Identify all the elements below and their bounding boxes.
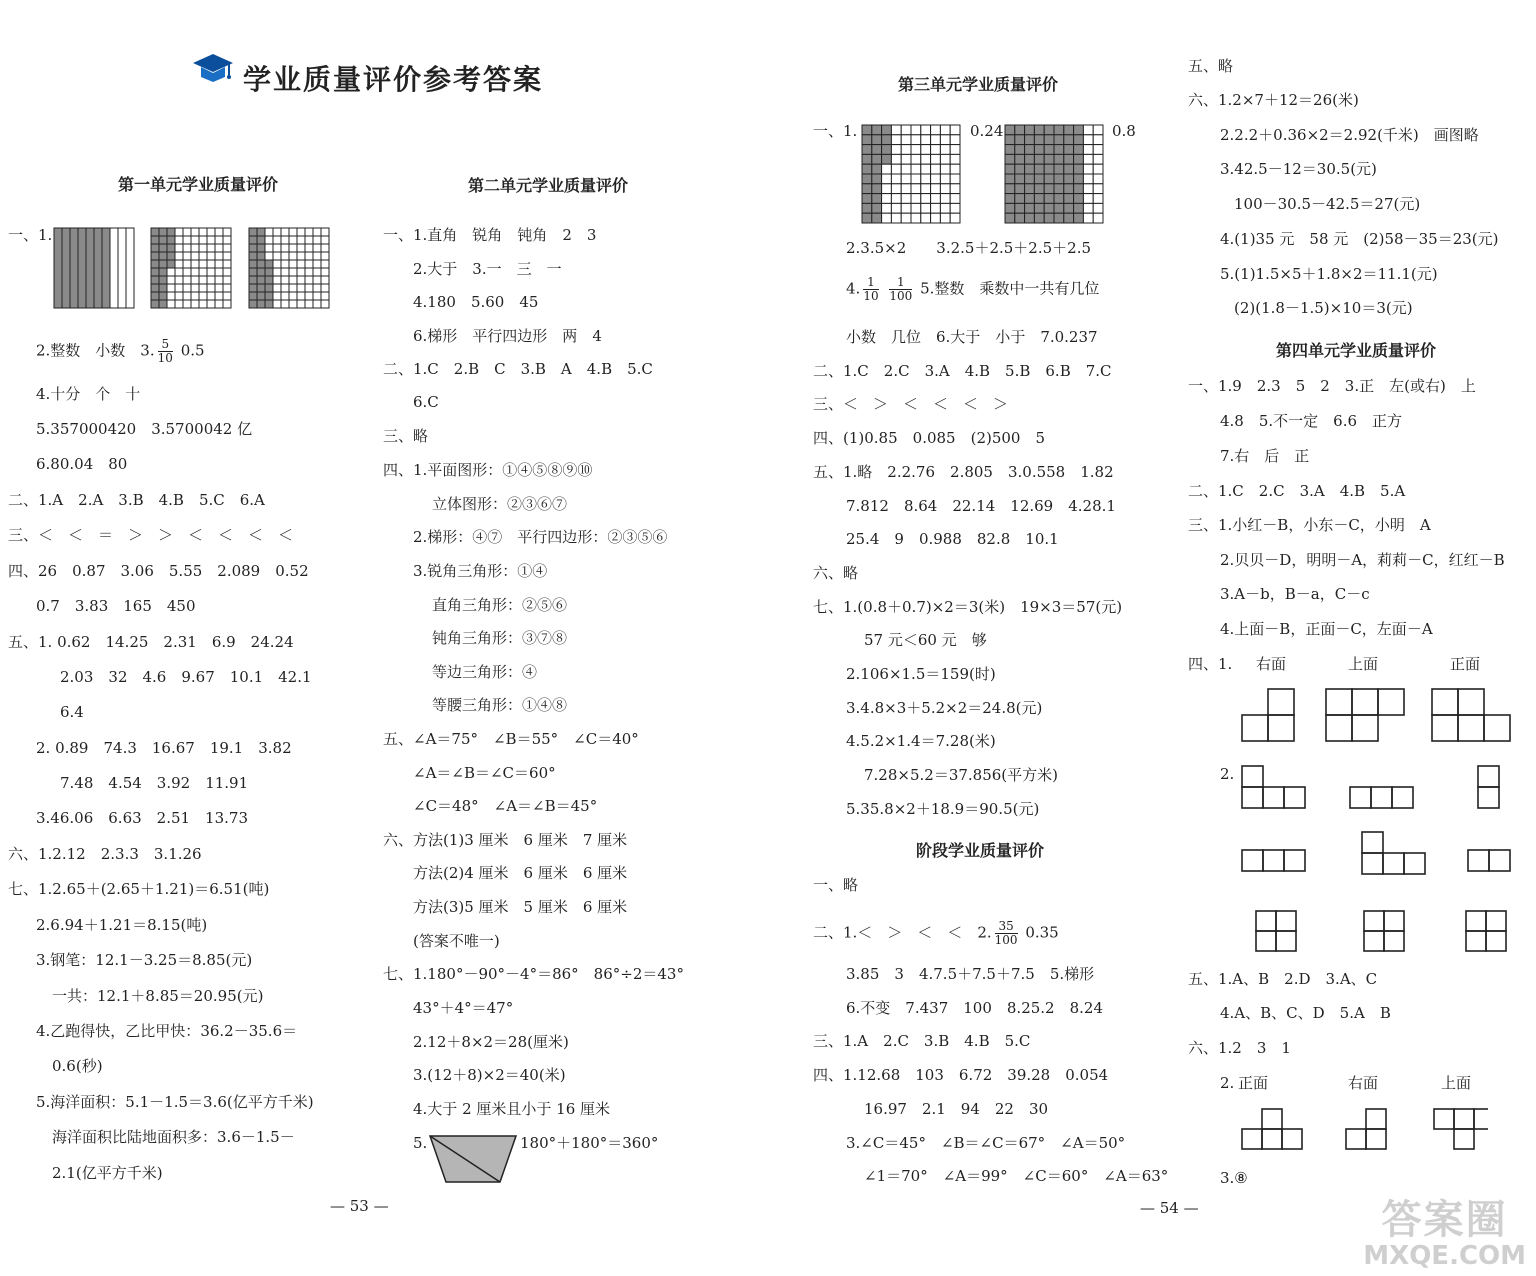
unit3-line: 2.106×1.5＝159(时): [846, 665, 996, 683]
unit2-line: 四、1.平面图形：①④⑤⑧⑨⑩: [383, 461, 593, 479]
unit3-line: 7.812 8.64 22.14 12.69 4.28.1: [846, 497, 1116, 515]
hundred-grid-b: [248, 227, 330, 309]
fraction-numerator: 35: [995, 920, 1018, 934]
right-col-line: 六、1.2×7＋12＝26(米): [1188, 91, 1359, 109]
hundred-grid-d: [1004, 124, 1104, 224]
stage-text: 0.35: [1025, 923, 1059, 942]
unit3-line: 小数 几位 6.大于 小于 7.0.237: [846, 328, 1098, 346]
unit1-text: 2.整数 小数 3.: [36, 341, 155, 360]
stage-line: [813, 920, 1059, 947]
watermark-logo: 答案圈: [1381, 1197, 1508, 1243]
unit2-line: (答案不唯一): [413, 932, 500, 950]
unit2-line: 二、1.C 2.B C 3.B A 4.B 5.C: [383, 360, 653, 378]
unit3-line: 5.35.8×2＋18.9＝90.5(元): [846, 800, 1040, 818]
unit1-line: 2. 0.89 74.3 16.67 19.1 3.82: [36, 739, 292, 757]
unit2-line: 3.锐角三角形：①④: [413, 562, 548, 580]
unit1-line: 7.48 4.54 3.92 11.91: [60, 774, 249, 792]
unit3-line: 六、略: [813, 564, 859, 582]
unit1-line: 五、1. 0.62 14.25 2.31 6.9 24.24: [8, 633, 294, 651]
hundred-grid-c: [861, 124, 961, 224]
fraction: [863, 276, 878, 303]
unit2-line: 3.(12＋8)×2＝40(米): [413, 1066, 566, 1084]
unit2-line: 等腰三角形：①④⑧: [432, 696, 568, 714]
fraction-denominator: 100: [889, 289, 913, 303]
unit3-line: [846, 276, 1099, 303]
right-col-line: 3.42.5－12＝30.5(元): [1220, 160, 1377, 178]
stage-line: 3.85 3 4.7.5＋7.5＋7.5 5.梯形: [846, 965, 1095, 983]
stage-title: 阶段学业质量评价: [916, 841, 1045, 860]
unit3-line: 一、1.: [813, 122, 858, 140]
unit1-line: 3.钢笔：12.1－3.25＝8.85(元): [36, 951, 253, 969]
right-col-line: 五、略: [1188, 57, 1234, 75]
unit3-line: 七、1.(0.8＋0.7)×2＝3(米) 19×3＝57(元): [813, 598, 1123, 616]
unit3-line: 57 元＜60 元 够: [864, 631, 987, 649]
unit3-line: 4.5.2×1.4＝7.28(米): [846, 732, 996, 750]
unit4-line: 三、1.小红－B，小东－C，小明 A: [1188, 516, 1431, 534]
right-col-line: 4.(1)35 元 58 元 (2)58－35＝23(元): [1220, 230, 1499, 248]
grid-c-label: 0.24: [970, 122, 1004, 140]
unit1-line: 三、＜ ＜ ＝ ＞ ＞ ＜ ＜ ＜ ＜: [8, 526, 294, 544]
unit1-line: 海洋面积比陆地面积多：3.6－1.5－: [52, 1128, 295, 1146]
unit3-line: 四、(1)0.85 0.085 (2)500 5: [813, 429, 1046, 447]
unit4-line: 五、1.A、B 2.D 3.A、C: [1188, 970, 1378, 988]
unit1-line: 六、1.2.12 2.3.3 3.1.26: [8, 845, 202, 863]
right-col-line: 100－30.5－42.5＝27(元): [1234, 195, 1421, 213]
view2-label-top: 上面: [1441, 1074, 1472, 1092]
unit4-title: 第四单元学业质量评价: [1276, 341, 1437, 360]
unit3-line: 3.4.8×3＋5.2×2＝24.8(元): [846, 699, 1043, 717]
stage-line: 三、1.A 2.C 3.B 4.B 5.C: [813, 1032, 1031, 1050]
unit1-line: 5.海洋面积：5.1－1.5＝3.6(亿平方千米): [36, 1093, 314, 1111]
unit2-line: 直角三角形：②⑤⑥: [432, 596, 568, 614]
unit4-line: 2.: [1220, 765, 1235, 783]
unit1-line: 3.46.06 6.63 2.51 13.73: [36, 809, 248, 827]
unit4-line: 4.A、B、C、D 5.A B: [1220, 1004, 1391, 1022]
unit2-line: ∠C＝48° ∠A＝∠B＝45°: [413, 797, 598, 815]
stage-line: ∠1＝70° ∠A＝99° ∠C＝60° ∠A＝63°: [864, 1167, 1169, 1185]
page-number-left: — 53 —: [330, 1197, 389, 1215]
unit3-line: 二、1.C 2.C 3.A 4.B 5.B 6.B 7.C: [813, 362, 1112, 380]
unit2-line: 立体图形：②③⑥⑦: [432, 495, 568, 513]
fraction: [889, 276, 912, 303]
stage-line: 16.97 2.1 94 22 30: [864, 1100, 1049, 1118]
unit4-line: 4.8 5.不一定 6.6 正方: [1220, 412, 1403, 430]
unit2-line: 2.梯形：④⑦ 平行四边形：②③⑤⑥: [413, 528, 668, 546]
page-title: 学业质量评价参考答案: [243, 63, 544, 96]
tenths-bar-diagram: [53, 227, 135, 309]
view2-label-front: 正面: [1238, 1074, 1269, 1092]
right-col-line: 5.(1)1.5×5＋1.8×2＝11.1(元): [1220, 265, 1438, 283]
unit3-line: 三、＜ ＞ ＜ ＜ ＜ ＞: [813, 395, 1009, 413]
unit3-line: 25.4 9 0.988 82.8 10.1: [846, 530, 1059, 548]
hundred-grid-a: [150, 227, 232, 309]
unit1-line: 2.1(亿平方千米): [52, 1164, 163, 1182]
stage-line: 3.∠C＝45° ∠B＝∠C＝67° ∠A＝50°: [846, 1134, 1126, 1152]
watermark-url: MXQE.COM: [1363, 1241, 1526, 1271]
three-view-figures: [1208, 685, 1528, 955]
fraction-denominator: 10: [863, 289, 879, 303]
unit1-line: 一共：12.1＋8.85＝20.95(元): [52, 987, 264, 1005]
unit4-line: 4.上面－B，正面－C，左面－A: [1220, 620, 1433, 638]
unit1-line: 6.4: [60, 703, 84, 721]
unit1-line: 4.乙跑得快，乙比甲快：36.2－35.6＝: [36, 1022, 298, 1040]
fraction-numerator: 5: [158, 338, 173, 352]
unit1-line: 四、26 0.87 3.06 5.55 2.089 0.52: [8, 562, 309, 580]
stage-line: 四、1.12.68 103 6.72 39.28 0.054: [813, 1066, 1109, 1084]
unit2-line: 一、1.直角 锐角 钝角 2 3: [383, 226, 597, 244]
stage-line: 6.不变 7.437 100 8.25.2 8.24: [846, 999, 1103, 1017]
fraction-denominator: 100: [994, 933, 1018, 947]
unit4-line: 六、1.2 3 1: [1188, 1039, 1291, 1057]
three-view-figures-2: [1228, 1105, 1488, 1153]
unit1-line: 0.7 3.83 165 450: [36, 597, 196, 615]
unit4-line: 四、1.: [1188, 655, 1233, 673]
fraction-denominator: 10: [157, 351, 173, 365]
unit2-line: 2.大于 3.一 三 一: [413, 260, 562, 278]
unit1-line: 2.6.94＋1.21＝8.15(吨): [36, 916, 208, 934]
unit1-line: 七、1.2.65＋(2.65＋1.21)＝6.51(吨): [8, 880, 270, 898]
unit3-title: 第三单元学业质量评价: [898, 75, 1059, 94]
unit1-line: 4.十分 个 十: [36, 385, 141, 403]
stage-text: 二、1.＜ ＞ ＜ ＜ 2.: [813, 923, 992, 942]
unit1-line: 2.03 32 4.6 9.67 10.1 42.1: [60, 668, 312, 686]
right-col-line: (2)(1.8－1.5)×10＝3(元): [1234, 299, 1413, 317]
unit2-line: 4.大于 2 厘米且小于 16 厘米: [413, 1100, 611, 1118]
unit4-line: 一、1.9 2.3 5 2 3.正 左(或右) 上: [1188, 377, 1476, 395]
fraction-numerator: 1: [863, 276, 878, 290]
page-number-right: — 54 —: [1140, 1199, 1199, 1217]
unit2-title: 第二单元学业质量评价: [468, 176, 629, 195]
view-label-right: 右面: [1256, 655, 1287, 673]
unit2-line: 5.: [413, 1134, 428, 1152]
fraction-numerator: 1: [889, 276, 912, 290]
stage-line: 一、略: [813, 876, 859, 894]
unit3-line: 2.3.5×2 3.2.5＋2.5＋2.5＋2.5: [846, 239, 1092, 257]
unit2-line: 三、略: [383, 427, 429, 445]
unit1-text: 0.5: [180, 341, 205, 360]
unit3-line: 7.28×5.2＝37.856(平方米): [864, 766, 1059, 784]
unit1-title: 第一单元学业质量评价: [118, 175, 279, 194]
unit1-line: 一、1.: [8, 226, 53, 244]
unit2-line: 方法(2)4 厘米 6 厘米 6 厘米: [413, 864, 628, 882]
view-label-front: 正面: [1450, 655, 1481, 673]
unit2-line: 180°＋180°＝360°: [520, 1134, 659, 1152]
unit2-line: ∠A＝∠B＝∠C＝60°: [413, 764, 556, 782]
unit2-line: 等边三角形：④: [432, 663, 538, 681]
unit2-line: 6.C: [413, 393, 439, 411]
unit2-line: 七、1.180°－90°－4°＝86° 86°÷2＝43°: [383, 965, 684, 983]
grid-d-label: 0.8: [1112, 122, 1136, 140]
unit4-line: 3.A－b，B－a，C－c: [1220, 585, 1370, 603]
right-page: [768, 0, 1536, 1276]
unit4-line: 2.: [1220, 1074, 1235, 1092]
unit1-line: 二、1.A 2.A 3.B 4.B 5.C 6.A: [8, 491, 265, 509]
unit3-line: 五、1.略 2.2.76 2.805 3.0.558 1.82: [813, 463, 1114, 481]
unit2-line: 六、方法(1)3 厘米 6 厘米 7 厘米: [383, 831, 628, 849]
unit2-line: 2.12＋8×2＝28(厘米): [413, 1033, 569, 1051]
view-label-top: 上面: [1348, 655, 1379, 673]
unit2-line: 4.180 5.60 45: [413, 293, 539, 311]
unit4-line: 3.⑧: [1220, 1169, 1248, 1187]
unit1-line: 5.357000420 3.5700042 亿: [36, 420, 253, 438]
trapezoid-figure: [428, 1134, 518, 1184]
unit2-line: 6.梯形 平行四边形 两 4: [413, 327, 602, 345]
right-col-line: 2.2.2＋0.36×2＝2.92(千米) 画图略: [1220, 126, 1479, 144]
unit1-line: 6.80.04 80: [36, 455, 128, 473]
unit3-text: 5.整数 乘数中一共有几位: [920, 279, 1100, 298]
unit2-line: 方法(3)5 厘米 5 厘米 6 厘米: [413, 898, 628, 916]
unit4-line: 二、1.C 2.C 3.A 4.B 5.A: [1188, 482, 1406, 500]
unit2-line: 43°＋4°＝47°: [413, 999, 514, 1017]
unit1-line: 0.6(秒): [52, 1057, 103, 1075]
unit1-line: [36, 338, 205, 365]
view2-label-right: 右面: [1348, 1074, 1379, 1092]
unit2-line: 钝角三角形：③⑦⑧: [432, 629, 568, 647]
unit2-line: 五、∠A＝75° ∠B＝55° ∠C＝40°: [383, 730, 639, 748]
unit3-text: 4.: [846, 279, 861, 298]
watermark: [1363, 1198, 1526, 1270]
fraction: [995, 920, 1018, 947]
unit4-line: 7.右 后 正: [1220, 447, 1310, 465]
unit4-line: 2.贝贝－D，明明－A，莉莉－C，红红－B: [1220, 551, 1505, 569]
fraction: [158, 338, 173, 365]
